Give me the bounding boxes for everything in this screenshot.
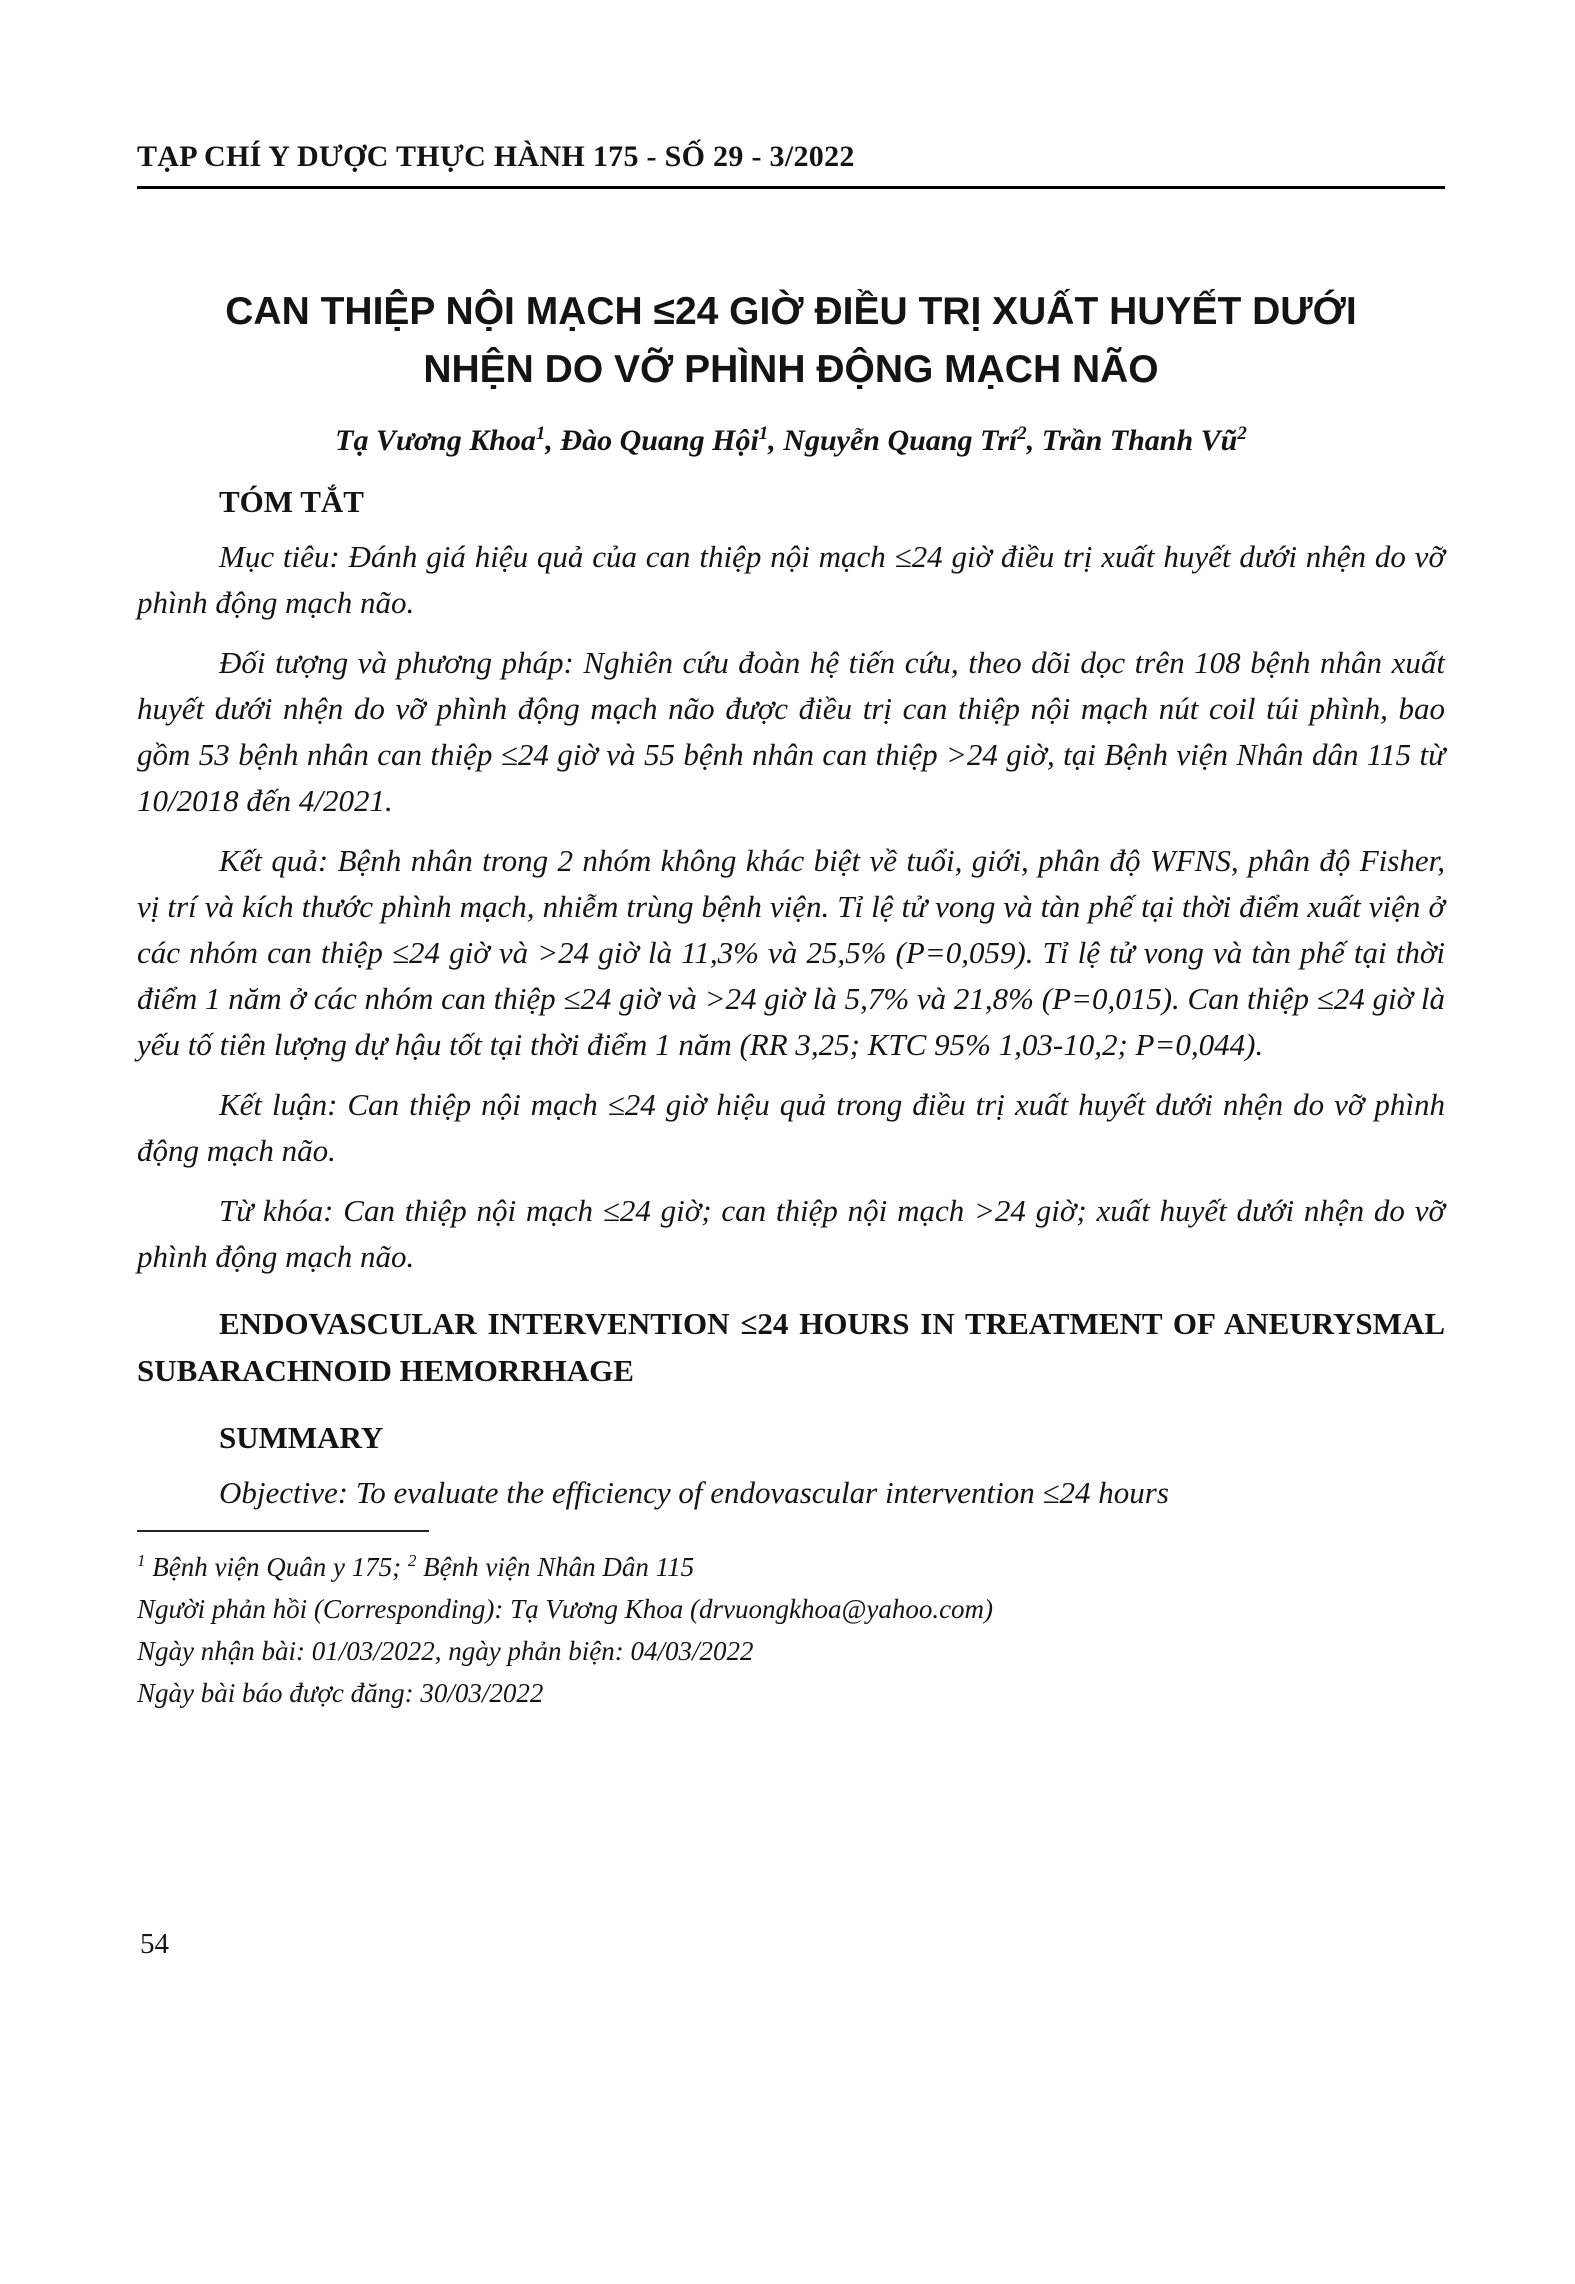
footnote-affiliations bbox=[137, 1540, 1445, 1588]
footnote-affiliation-2: Bệnh viện Nhân Dân 115 bbox=[416, 1552, 695, 1582]
footnote-block bbox=[137, 1530, 1445, 1714]
author-name: Trần Thanh Vũ bbox=[1041, 424, 1238, 457]
header-rule bbox=[137, 186, 1445, 189]
author-affiliation-mark: 2 bbox=[1017, 423, 1027, 444]
article-title-line2: NHỆN DO VỠ PHÌNH ĐỘNG MẠCH NÃO bbox=[423, 348, 1159, 391]
journal-header bbox=[137, 140, 1445, 189]
page-number: 54 bbox=[140, 1928, 169, 1960]
author-separator: , bbox=[768, 424, 784, 457]
author-affiliation-mark: 2 bbox=[1237, 423, 1247, 444]
article-title-line1: CAN THIỆP NỘI MẠCH ≤24 GIỜ ĐIỀU TRỊ XUẤT HUYẾT DƯỚI bbox=[225, 290, 1357, 333]
journal-title: TẠP CHÍ Y DƯỢC THỰC HÀNH 175 - SỐ 29 - 3/2022 bbox=[137, 140, 855, 173]
footnote-mark-1: 1 bbox=[137, 1551, 146, 1570]
author-affiliation-mark: 1 bbox=[535, 423, 546, 444]
abstract-paragraph-methods: Đối tượng và phương pháp: Nghiên cứu đoàn hệ tiến cứu, theo dõi dọc trên 108 bệnh nhân xuất huyết dưới nhện do vỡ phình động mạch não được điều trị can thiệp nội mạch nút coil túi phình, bao gồm 53 bệnh nhân can thiệp ≤24 giờ và 55 bệnh nhân can thiệp >24 giờ, tại Bệnh viện Nhân dân 115 từ 10/2018 đến 4/2021. bbox=[137, 645, 1445, 818]
author-name: Tạ Vương Khoa bbox=[335, 424, 536, 457]
english-title: ENDOVASCULAR INTERVENTION ≤24 HOURS IN TREATMENT OF ANEURYSMAL SUBARACHNOID HEMORRHAGE bbox=[137, 1306, 1445, 1388]
author-separator: , bbox=[545, 424, 561, 457]
author-separator: , bbox=[1026, 424, 1042, 457]
article-title bbox=[137, 283, 1445, 399]
author-affiliation-mark: 1 bbox=[758, 423, 769, 444]
abstract-heading: TÓM TẮT bbox=[219, 484, 364, 519]
authors-line bbox=[137, 423, 1445, 458]
author-name: Nguyễn Quang Trí bbox=[783, 424, 1018, 457]
abstract-paragraph-objective: Mục tiêu: Đánh giá hiệu quả của can thiệp nội mạch ≤24 giờ điều trị xuất huyết dưới nhện do vỡ phình động mạch não. bbox=[137, 539, 1445, 620]
footnote-published: Ngày bài báo được đăng: 30/03/2022 bbox=[137, 1678, 544, 1708]
footnote-separator-rule bbox=[137, 1530, 429, 1532]
footnote-affiliation-1: Bệnh viện Quân y 175; bbox=[145, 1552, 408, 1582]
abstract-paragraph-results: Kết quả: Bệnh nhân trong 2 nhóm không khác biệt về tuổi, giới, phân độ WFNS, phân độ Fisher, vị trí và kích thước phình mạch, nhiễm trùng bệnh viện. Tỉ lệ tử vong và tàn phế tại thời điểm xuất viện ở các nhóm can thiệp ≤24 giờ và >24 giờ là 11,3% và 25,5% (P=0,059). Tỉ lệ tử vong và tàn phế tại thời điểm 1 năm ở các nhóm can thiệp ≤24 giờ và >24 giờ là 5,7% và 21,8% (P=0,015). Can thiệp ≤24 giờ là yếu tố tiên lượng dự hậu tốt tại thời điểm 1 năm (RR 3,25; KTC 95% 1,03-10,2; P=0,044). bbox=[137, 843, 1445, 1062]
summary-heading: SUMMARY bbox=[219, 1420, 384, 1455]
footnote-mark-2: 2 bbox=[407, 1551, 417, 1570]
abstract-paragraph-conclusion: Kết luận: Can thiệp nội mạch ≤24 giờ hiệu quả trong điều trị xuất huyết dưới nhện do vỡ phình động mạch não. bbox=[137, 1087, 1445, 1168]
summary-objective-paragraph: Objective: To evaluate the efficiency of endovascular intervention ≤24 hours bbox=[219, 1475, 1169, 1510]
footnote-corresponding: Người phản hồi (Corresponding): Tạ Vương Khoa (drvuongkhoa@yahoo.com) bbox=[137, 1594, 994, 1624]
footnote-dates: Ngày nhận bài: 01/03/2022, ngày phản biện: 04/03/2022 bbox=[137, 1636, 754, 1666]
abstract-paragraph-keywords: Từ khóa: Can thiệp nội mạch ≤24 giờ; can thiệp nội mạch >24 giờ; xuất huyết dưới nhện do vỡ phình động mạch não. bbox=[137, 1193, 1445, 1274]
author-name: Đào Quang Hội bbox=[560, 424, 759, 457]
